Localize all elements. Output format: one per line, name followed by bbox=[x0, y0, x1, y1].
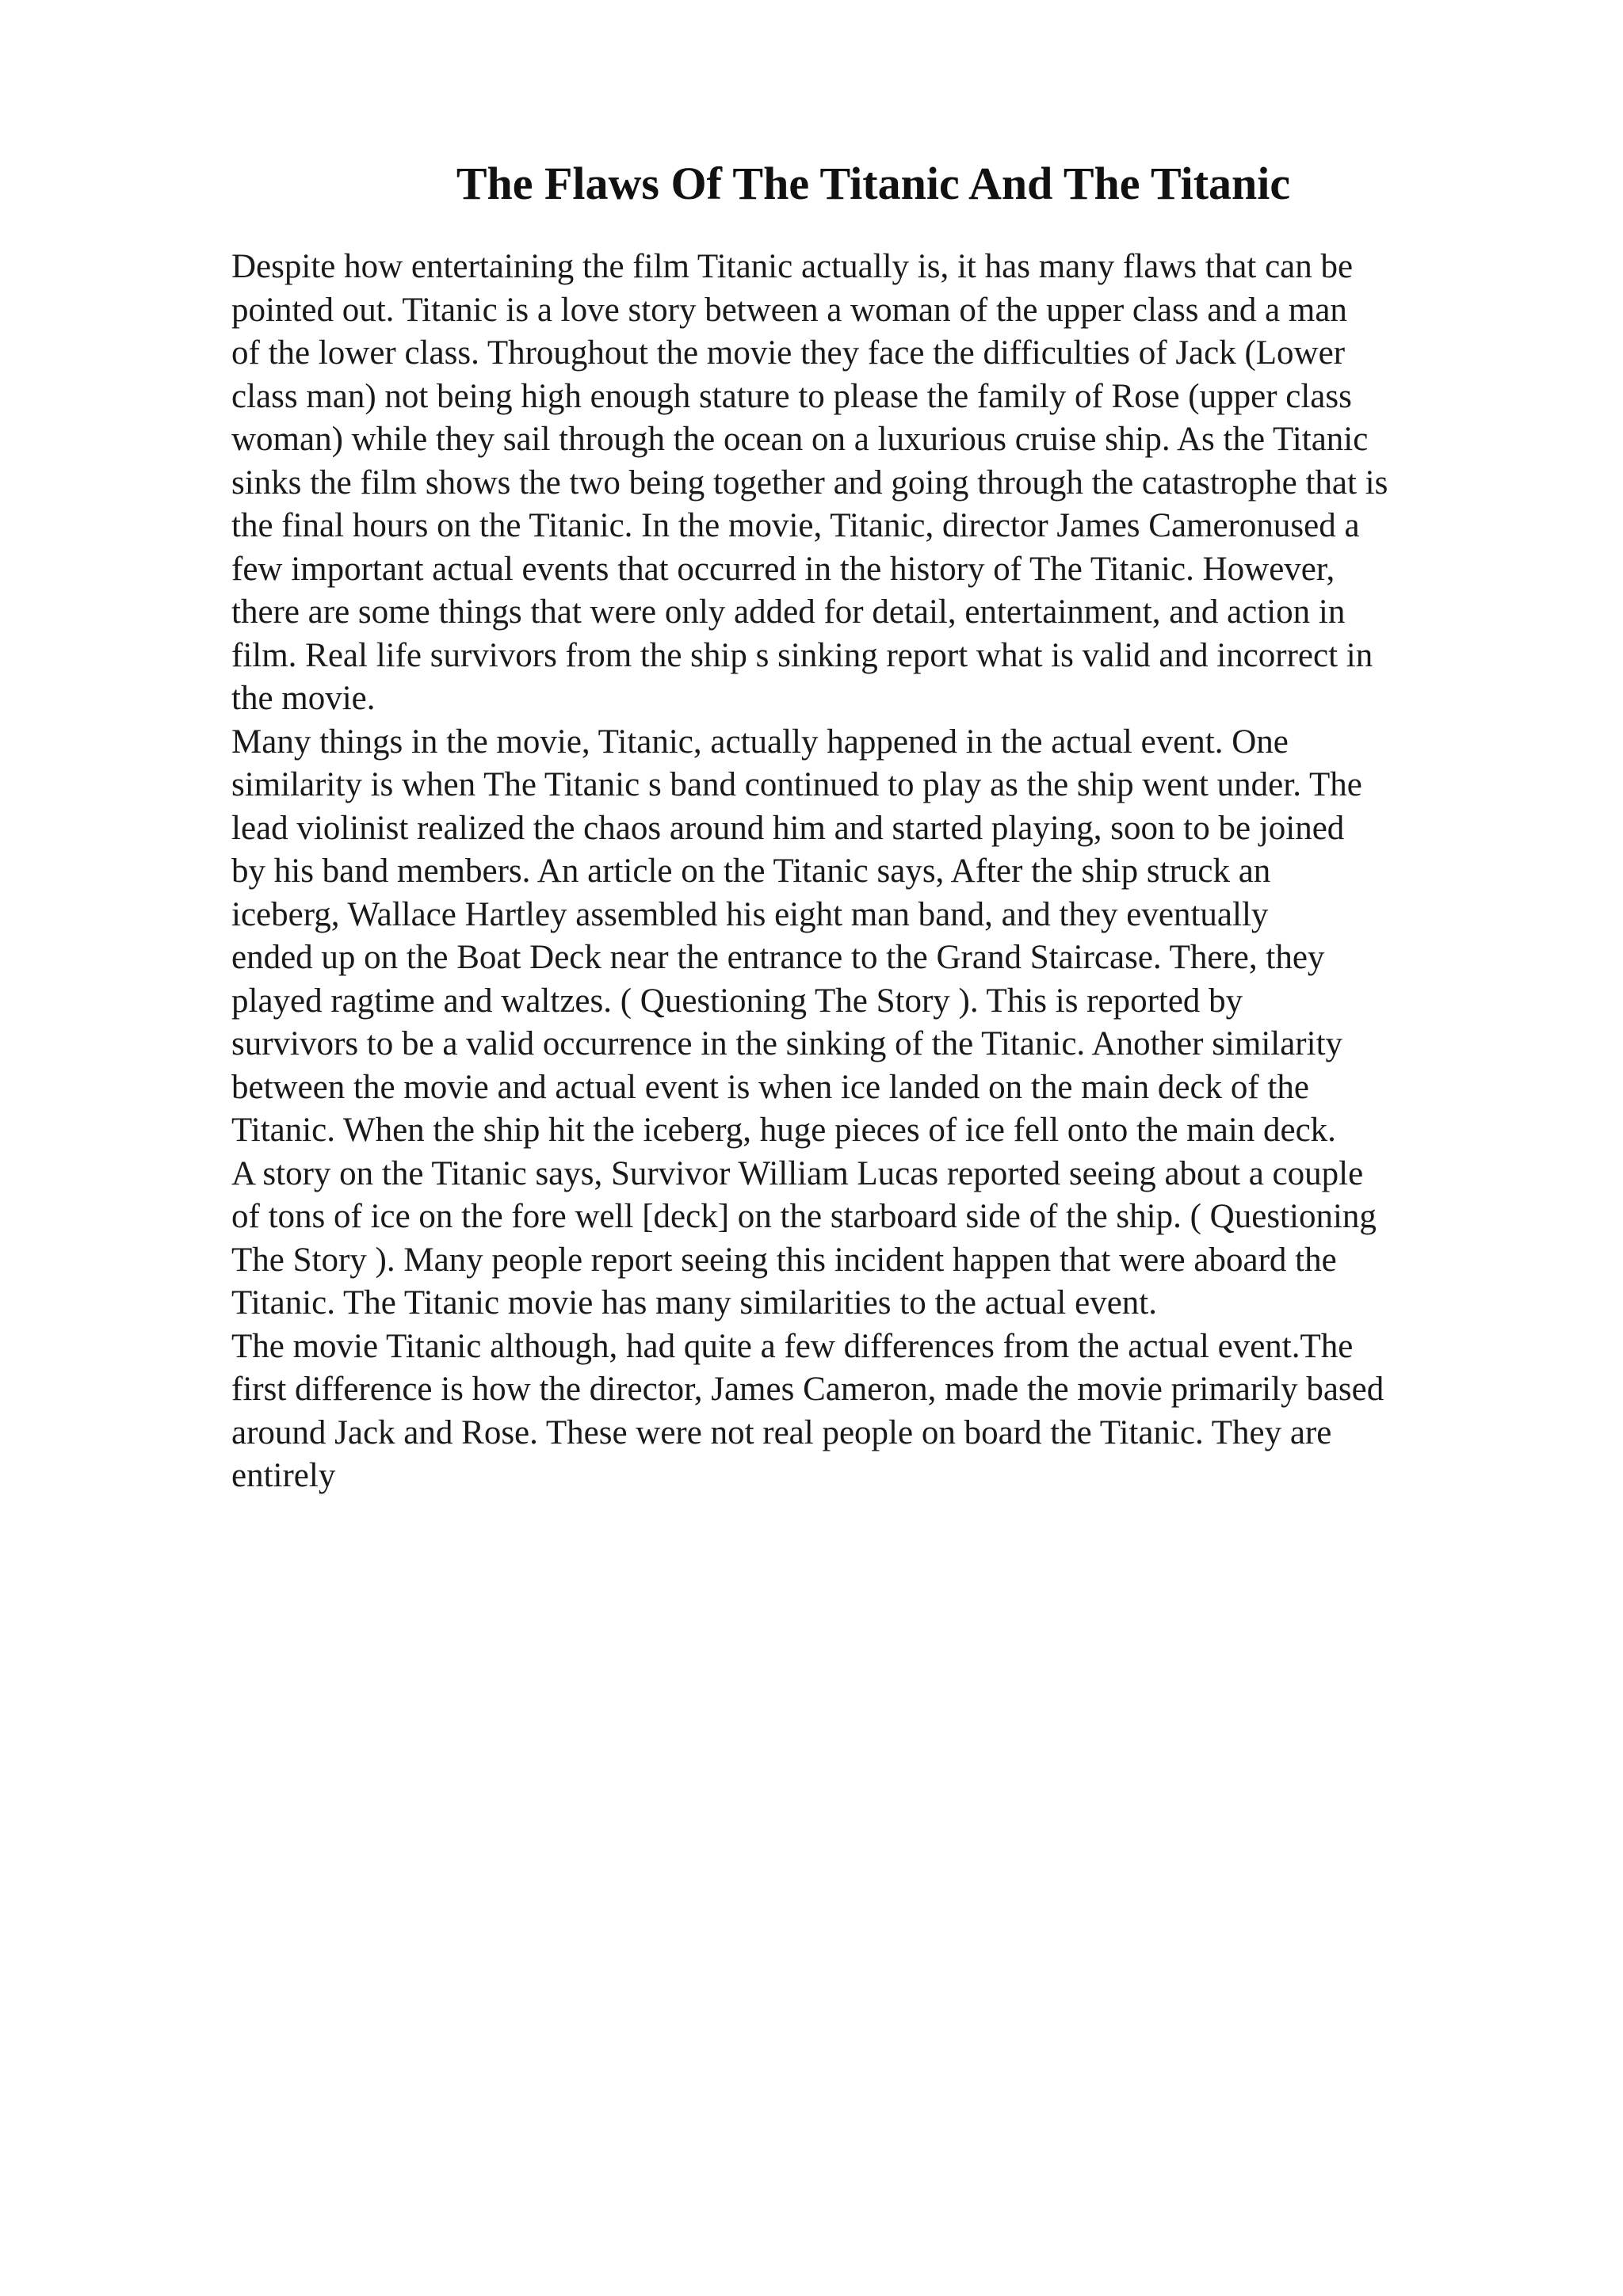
document-body bbox=[231, 246, 1499, 1498]
text-line: Despite how entertaining the film Titanic actually is, it has many flaws that can be bbox=[231, 248, 1354, 285]
text-line: Titanic. The Titanic movie has many similarities to the actual event. bbox=[231, 1284, 1157, 1322]
text-line: film. Real life survivors from the ship s sinking report what is valid and incorrect in bbox=[231, 636, 1373, 674]
text-line: few important actual events that occurred in the history of The Titanic. However, bbox=[231, 550, 1335, 588]
text-line: woman) while they sail through the ocean on a luxurious cruise ship. As the Titanic bbox=[231, 421, 1369, 458]
text-line: The Story ). Many people report seeing this incident happen that were aboard the bbox=[231, 1241, 1337, 1279]
text-line: first difference is how the director, James Cameron, made the movie primarily based bbox=[231, 1371, 1384, 1408]
text-line: around Jack and Rose. These were not real people on board the Titanic. They are bbox=[231, 1413, 1332, 1451]
text-line: A story on the Titanic says, Survivor William Lucas reported seeing about a couple bbox=[231, 1154, 1364, 1192]
text-line: the movie. bbox=[231, 680, 376, 717]
text-line: there are some things that were only added for detail, entertainment, and action in bbox=[231, 593, 1346, 631]
text-line: class man) not being high enough stature to please the family of Rose (upper class bbox=[231, 377, 1352, 415]
text-line: similarity is when The Titanic s band continued to play as the ship went under. The bbox=[231, 766, 1362, 803]
text-line: sinks the film shows the two being together and going through the catastrophe that is bbox=[231, 463, 1388, 502]
text-line: survivors to be a valid occurrence in the sinking of the Titanic. Another similarity bbox=[231, 1025, 1343, 1062]
text-line: lead violinist realized the chaos around him and started playing, soon to be joined bbox=[231, 809, 1345, 847]
text-line: of the lower class. Throughout the movie they face the difficulties of Jack (Lower bbox=[231, 334, 1346, 372]
text-line: between the movie and actual event is when ice landed on the main deck of the bbox=[231, 1068, 1309, 1106]
text-line: ended up on the Boat Deck near the entrance to the Grand Staircase. There, they bbox=[231, 939, 1325, 976]
text-line: of tons of ice on the fore well [deck] on the starboard side of the ship. ( Questioning bbox=[231, 1198, 1377, 1235]
document-title: The Flaws Of The Titanic And The Titanic bbox=[456, 158, 1291, 209]
text-line: entirely bbox=[231, 1457, 336, 1494]
text-line: iceberg, Wallace Hartley assembled his eight man band, and they eventually bbox=[231, 895, 1269, 933]
text-line: The movie Titanic although, had quite a few differences from the actual event.The bbox=[231, 1327, 1354, 1365]
text-line: pointed out. Titanic is a love story between a woman of the upper class and a man bbox=[231, 291, 1347, 329]
text-line: Many things in the movie, Titanic, actually happened in the actual event. One bbox=[231, 723, 1289, 761]
text-line: Titanic. When the ship hit the iceberg, huge pieces of ice fell onto the main deck. bbox=[231, 1112, 1336, 1149]
text-line: played ragtime and waltzes. ( Questioning The Story ). This is reported by bbox=[231, 982, 1243, 1020]
text-line: the final hours on the Titanic. In the movie, Titanic, director James Cameronused a bbox=[231, 507, 1360, 544]
text-line: by his band members. An article on the Titanic says, After the ship struck an bbox=[231, 852, 1271, 890]
